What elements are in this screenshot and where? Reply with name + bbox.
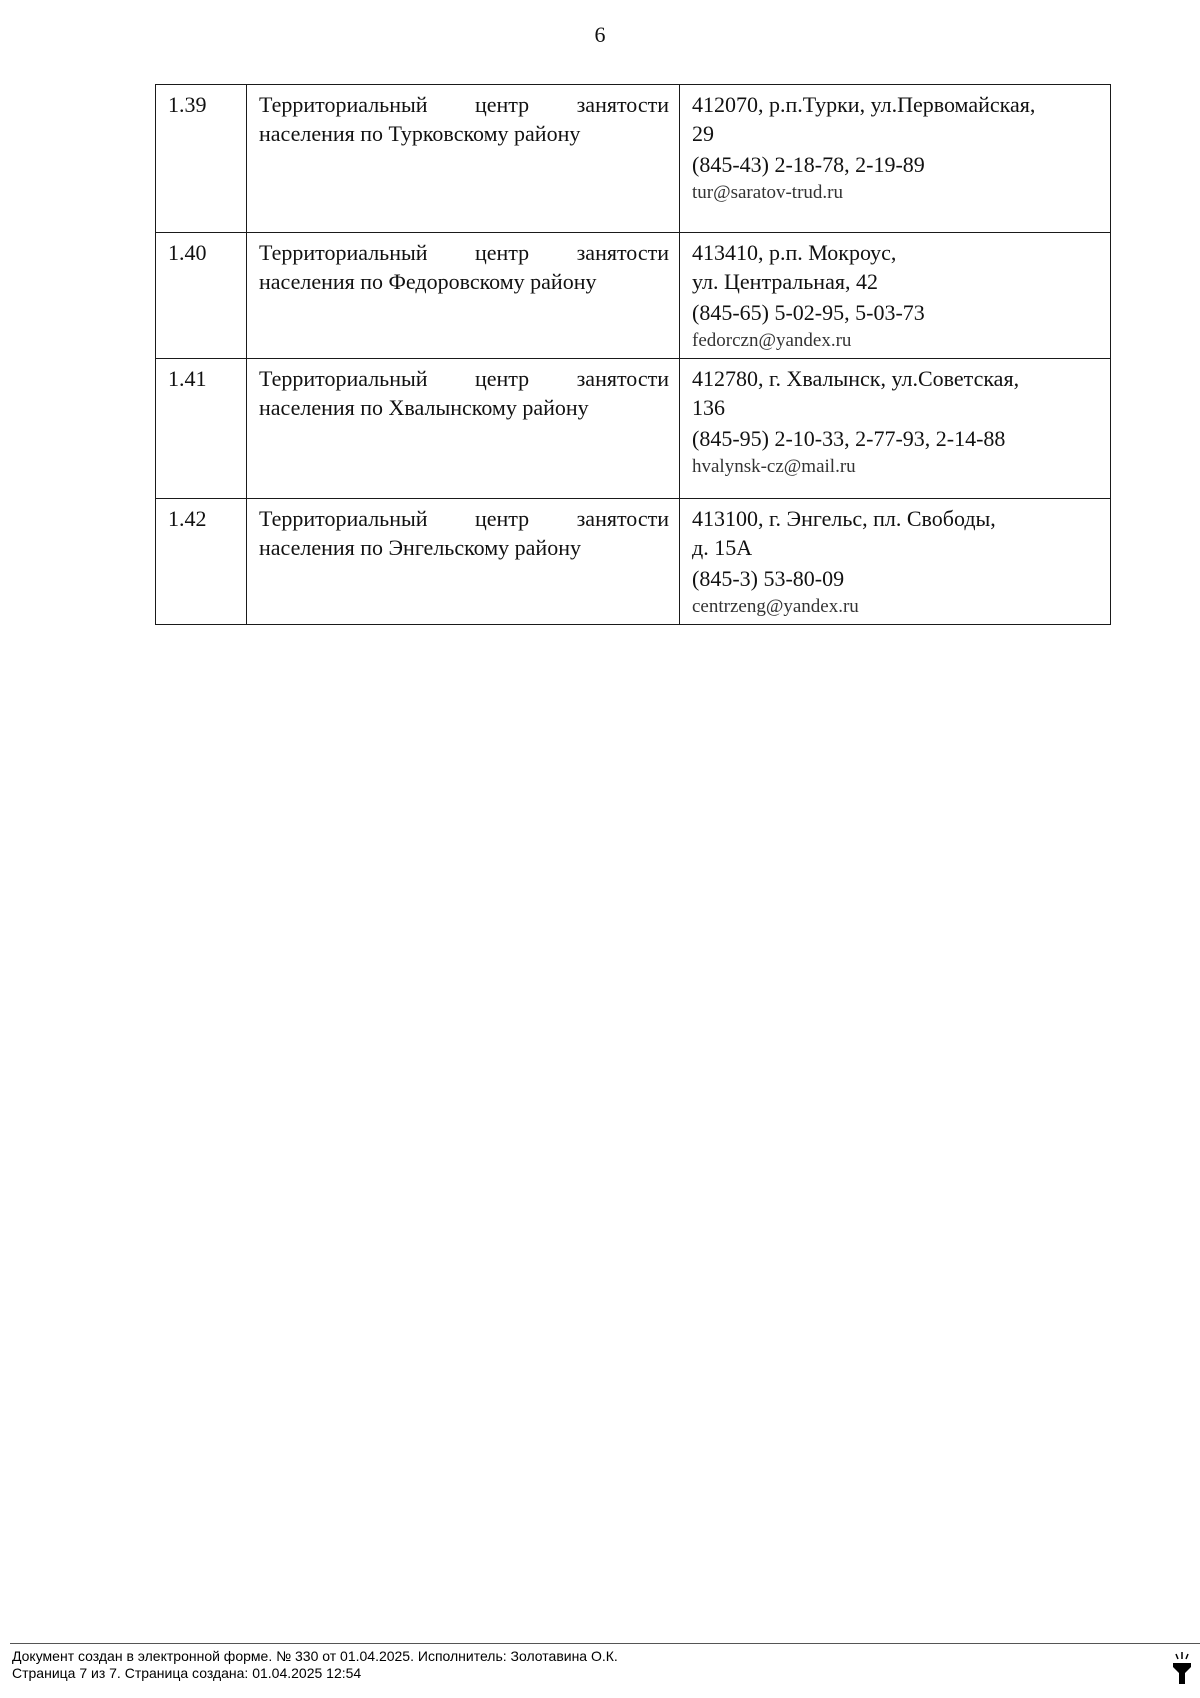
document-footer (12, 1648, 618, 1682)
contact-cell (680, 233, 1111, 359)
organization-name-cell (247, 85, 680, 233)
footer-page-info: Страница 7 из 7. Страница создана: 01.04.2025 12:54 (12, 1665, 362, 1681)
address-line2: 136 (692, 395, 725, 420)
address-line1: 412070, р.п.Турки, ул.Первомайская, (692, 92, 1036, 117)
contact-cell (680, 85, 1111, 233)
organization-name-line2: населения по Хвалынскому району (259, 395, 589, 420)
organization-name-line2: населения по Энгельскому району (259, 535, 581, 560)
organization-name-cell (247, 359, 680, 499)
page-number: 6 (594, 22, 606, 47)
contact-cell (680, 359, 1111, 499)
footer-divider (10, 1643, 1200, 1644)
phone-numbers: (845-3) 53-80-09 (692, 566, 845, 591)
table-row (156, 359, 1111, 499)
email-address: centrzeng@yandex.ru (692, 596, 859, 617)
table-row (156, 233, 1111, 359)
phone-numbers: (845-95) 2-10-33, 2-77-93, 2-14-88 (692, 426, 1006, 451)
address-line1: 412780, г. Хвалынск, ул.Советская, (692, 366, 1020, 391)
organization-name-line1: Территориальный центр занятости (259, 240, 669, 265)
email-address: fedorczn@yandex.ru (692, 330, 852, 351)
organization-name-line2: населения по Федоровскому району (259, 269, 597, 294)
row-number: 1.40 (156, 233, 247, 359)
address-line1: 413100, г. Энгельс, пл. Свободы, (692, 506, 996, 531)
email-address: hvalynsk-cz@mail.ru (692, 456, 856, 477)
address-line2: д. 15А (692, 535, 753, 560)
coat-of-arms-icon (1170, 1651, 1194, 1685)
organization-name-cell (247, 499, 680, 625)
organization-name-line2: населения по Турковскому району (259, 121, 581, 146)
address-line1: 413410, р.п. Мокроус, (692, 240, 897, 265)
contact-cell (680, 499, 1111, 625)
table-row (156, 85, 1111, 233)
organization-name-line1: Территориальный центр занятости (259, 506, 669, 531)
row-number: 1.39 (156, 85, 247, 233)
phone-numbers: (845-65) 5-02-95, 5-03-73 (692, 300, 925, 325)
organization-name-cell (247, 233, 680, 359)
address-line2: 29 (692, 121, 714, 146)
row-number: 1.42 (156, 499, 247, 625)
footer-document-info: Документ создан в электронной форме. № 330 от 01.04.2025. Исполнитель: Золотавина О.К. (12, 1648, 618, 1664)
table-row (156, 499, 1111, 625)
phone-numbers: (845-43) 2-18-78, 2-19-89 (692, 152, 925, 177)
email-address: tur@saratov-trud.ru (692, 182, 843, 203)
organization-name-line1: Территориальный центр занятости (259, 366, 669, 391)
employment-centers-table (155, 84, 1111, 625)
address-line2: ул. Центральная, 42 (692, 269, 878, 294)
row-number: 1.41 (156, 359, 247, 499)
organization-name-line1: Территориальный центр занятости (259, 92, 669, 117)
